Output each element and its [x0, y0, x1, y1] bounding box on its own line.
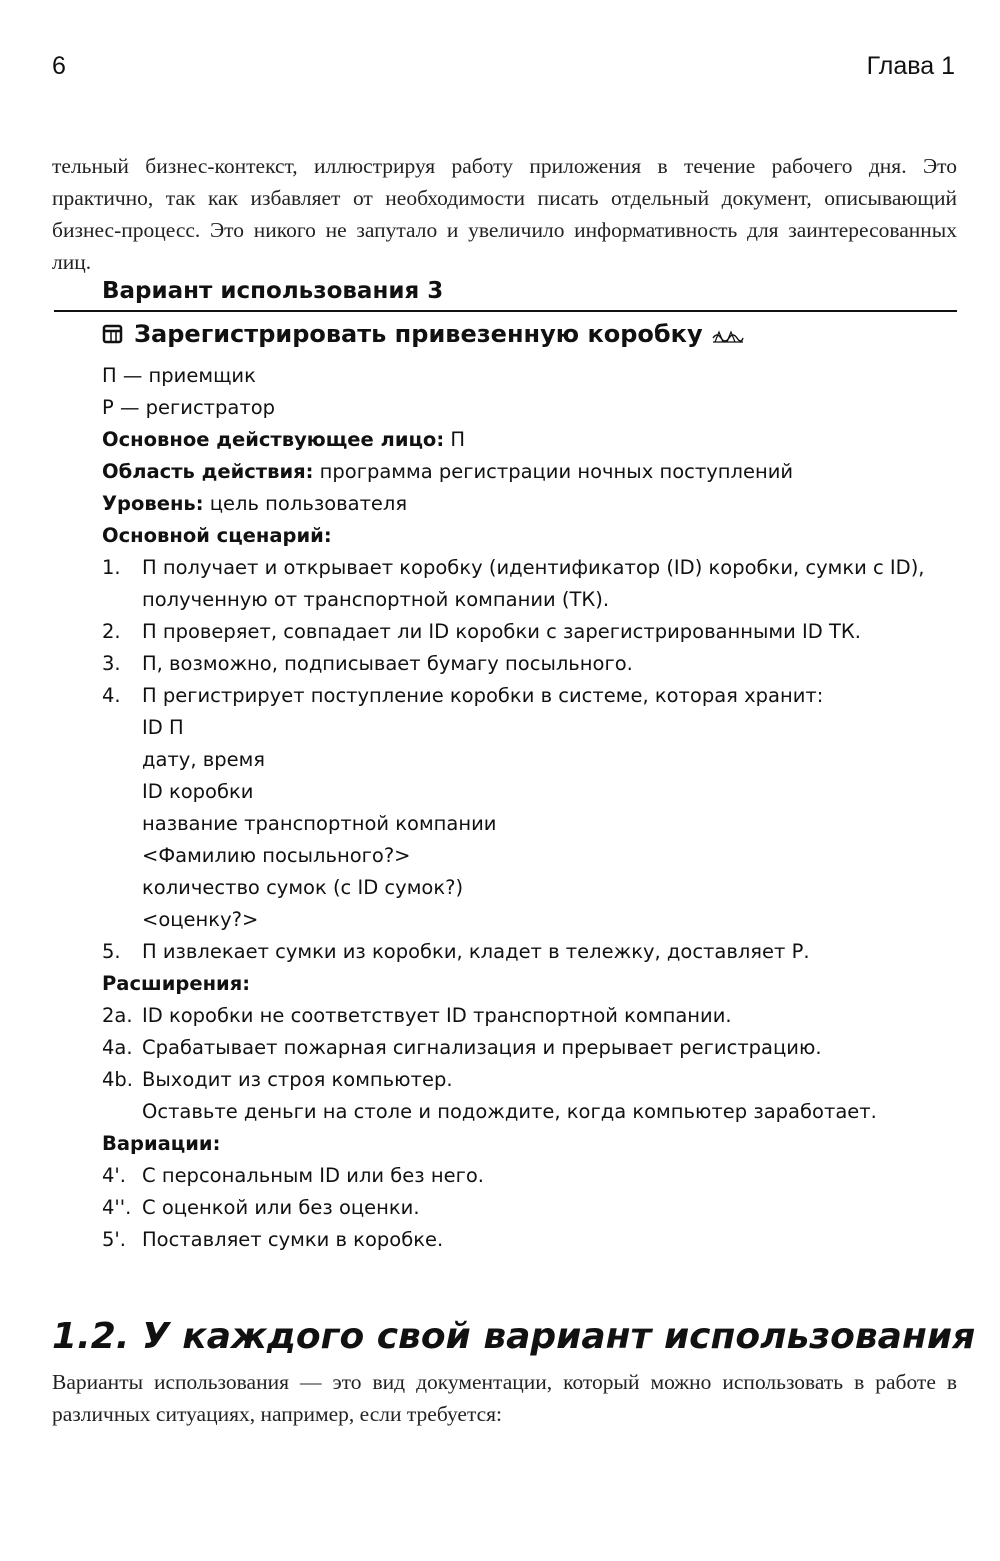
primary-actor-value: П	[444, 428, 466, 451]
use-case-block	[102, 270, 957, 1256]
step-text: П получает и открывает коробку (идентификатор (ID) коробки, сумки с ID), полученную от транспортной компании (ТК).	[142, 556, 925, 611]
primary-actor-line	[102, 424, 957, 456]
variation-item	[102, 1192, 957, 1224]
heading-rule	[54, 310, 957, 312]
variation-item	[102, 1160, 957, 1192]
main-scenario-label: Основной сценарий:	[102, 524, 332, 547]
variation-number: 4'.	[102, 1164, 126, 1187]
step-number: 5.	[102, 940, 121, 963]
extension-item	[102, 1032, 957, 1064]
use-case-heading: Вариант использования 3	[102, 278, 444, 304]
variation-text: С персональным ID или без него.	[142, 1164, 484, 1187]
stored-item: количество сумок (с ID сумок?)	[142, 876, 464, 899]
stored-item: <Фамилию посыльного?>	[142, 844, 411, 867]
step-text: П регистрирует поступление коробки в системе, которая хранит:	[142, 684, 824, 707]
level-line	[102, 488, 957, 520]
actor-line: Р — регистратор	[102, 396, 276, 419]
step-text: П проверяет, совпадает ли ID коробки с зарегистрированными ID ТК.	[142, 620, 861, 643]
use-case-title-row	[102, 314, 957, 354]
extension-item	[102, 1064, 957, 1096]
variation-item	[102, 1224, 957, 1256]
stored-item: название транспортной компании	[142, 812, 497, 835]
step-number: 3.	[102, 652, 121, 675]
scenario-step	[102, 648, 957, 680]
variation-text: Поставляет сумки в коробке.	[142, 1228, 444, 1251]
section-heading: 1.2. У каждого свой вариант использования	[52, 1315, 976, 1357]
scenario-step	[102, 936, 957, 968]
window-icon	[102, 323, 124, 345]
extension-text: ID коробки не соответствует ID транспортной компании.	[142, 1004, 732, 1027]
wave-icon	[711, 324, 745, 344]
scenario-step	[102, 616, 957, 648]
actor-line: П — приемщик	[102, 364, 256, 387]
stored-item: <оценку?>	[142, 908, 259, 931]
use-case-title: Зарегистрировать привезенную коробку	[134, 320, 703, 348]
variation-text: С оценкой или без оценки.	[142, 1196, 420, 1219]
scenario-step	[102, 680, 957, 712]
page-number: 6	[52, 52, 66, 80]
stored-item: ID П	[142, 716, 184, 739]
extension-item	[102, 1000, 957, 1032]
step-text: П, возможно, подписывает бумагу посыльного.	[142, 652, 633, 675]
extension-number: 4a.	[102, 1036, 133, 1059]
scenario-step	[102, 552, 957, 616]
chapter-label: Глава 1	[866, 52, 955, 80]
outro-paragraph: Варианты использования — это вид документации, который можно использовать в работе в различных ситуациях, например, если требуется:	[52, 1369, 957, 1426]
extension-number: 4b.	[102, 1068, 133, 1091]
extensions-label: Расширения:	[102, 972, 251, 995]
stored-item: ID коробки	[142, 780, 254, 803]
extension-note: Оставьте деньги на столе и подождите, когда компьютер заработает.	[142, 1100, 877, 1123]
step-number: 2.	[102, 620, 121, 643]
scope-value: программа регистрации ночных поступлений	[313, 460, 794, 483]
variations-label: Вариации:	[102, 1132, 221, 1155]
scope-label: Область действия:	[102, 460, 314, 483]
scope-line	[102, 456, 957, 488]
extension-text: Срабатывает пожарная сигнализация и прерывает регистрацию.	[142, 1036, 822, 1059]
level-value: цель пользователя	[203, 492, 408, 515]
variation-number: 4''.	[102, 1196, 132, 1219]
stored-item: дату, время	[142, 748, 266, 771]
step-number: 4.	[102, 684, 121, 707]
variation-number: 5'.	[102, 1228, 126, 1251]
extension-text: Выходит из строя компьютер.	[142, 1068, 453, 1091]
step-number: 1.	[102, 556, 121, 579]
page-header	[52, 52, 955, 92]
intro-paragraph: тельный бизнес-контекст, иллюстрируя работу приложения в течение рабочего дня. Это практично, так как избавляет от необходимости писать отдельный документ, описывающий бизнес-процесс. Это никого не запутало и увеличило информативность для заинтересованных лиц.	[52, 153, 957, 274]
extension-number: 2a.	[102, 1004, 133, 1027]
step-text: П извлекает сумки из коробки, кладет в тележку, доставляет Р.	[142, 940, 810, 963]
primary-actor-label: Основное действующее лицо:	[102, 428, 445, 451]
use-case-body	[102, 360, 957, 1256]
level-label: Уровень:	[102, 492, 204, 515]
